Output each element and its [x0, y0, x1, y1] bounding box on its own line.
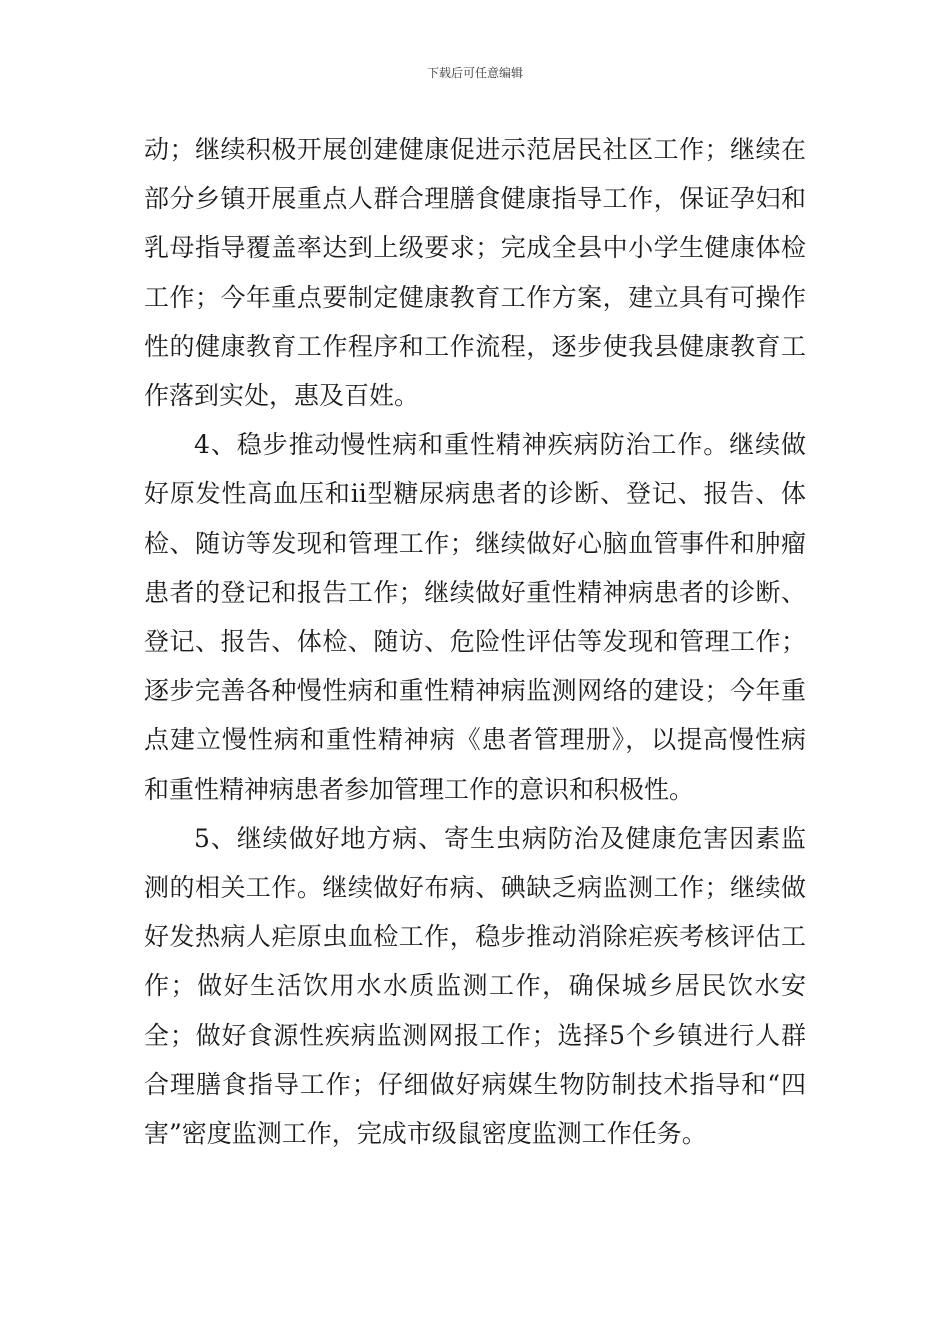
download-note: 下载后可任意编辑 [426, 66, 523, 80]
document-body [144, 125, 806, 1158]
paragraph-chronic-disease: 4、稳步推动慢性病和重性精神疾病防治工作。继续做好原发性高血压和ii型糖尿病患者的诊断、登记、报告、体检、随访等发现和管理工作；继续做好心脑血管事件和肿瘤患者的登记和报告工作；继续做好重性精神病患者的诊断、登记、报告、体检、随访、危险性评估等发现和管理工作；逐步完善各种慢性病和重性精神病监测网络的建设；今年重点建立慢性病和重性精神病《患者管理册》，以提高慢性病和重性精神病患者参加管理工作的意识和积极性。 [144, 430, 806, 804]
paragraph-health-education: 动；继续积极开展创建健康促进示范居民社区工作；继续在部分乡镇开展重点人群合理膳食健康指导工作，保证孕妇和乳母指导覆盖率达到上级要求；完成全县中小学生健康体检工作；今年重点要制定健康教育工作方案，建立具有可操作性的健康教育工作程序和工作流程，逐步使我县健康教育工作落到实处，惠及百姓。 [144, 135, 806, 411]
paragraph-endemic-disease: 5、继续做好地方病、寄生虫病防治及健康危害因素监测的相关工作。继续做好布病、碘缺乏病监测工作；继续做好发热病人疟原虫血检工作，稳步推动消除疟疾考核评估工作；做好生活饮用水水质监测工作，确保城乡居民饮水安全；做好食源性疾病监测网报工作；选择5个乡镇进行人群合理膳食指导工作；仔细做好病媒生物防制技术指导和“四害”密度监测工作，完成市级鼠密度监测工作任务。 [144, 823, 806, 1149]
